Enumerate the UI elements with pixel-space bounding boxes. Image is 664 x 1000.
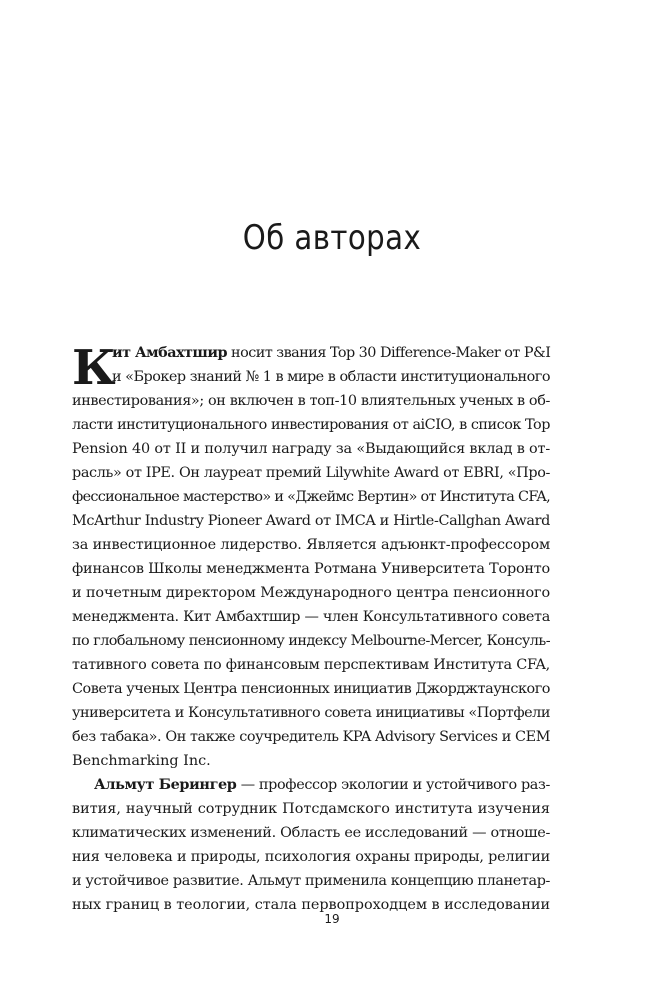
- text-line: менеджмента. Кит Амбахтшир — член Консультативного совета: [72, 609, 551, 625]
- text-line: расль» от IPE. Он лауреат премий Lilywhite Award от EBRI, «Про-: [72, 465, 551, 481]
- drop-cap: К: [72, 340, 116, 396]
- text-line: ит Амбахтшир носит звания Top 30 Difference-Maker от P&I: [112, 344, 551, 361]
- text-line: ния человека и природы, психология охраны природы, религии: [72, 849, 550, 865]
- text-line: ласти институционального инвестирования от aiCIO, в список Top: [72, 417, 550, 433]
- text-line: Совета ученых Центра пенсионных инициатив Джорджтаунского: [72, 681, 551, 697]
- text-line: и почетным директором Международного центра пенсионного: [72, 585, 550, 601]
- text-line: McArthur Industry Pioneer Award от IMCA и Hirtle-Callghan Award: [72, 513, 550, 529]
- text-line: фессиональное мастерство» и «Джеймс Вертин» от Института CFA,: [72, 489, 551, 505]
- page-number: 19: [324, 912, 340, 926]
- text-line: Pension 40 от II и получил награду за «Выдающийся вклад в от-: [72, 441, 551, 457]
- text-line: университета и Консультативного совета инициативы «Портфели: [72, 705, 550, 721]
- authors-text: [72, 341, 550, 917]
- author-name: Альмут Берингер: [94, 776, 237, 793]
- text-line: вития, научный сотрудник Потсдамского института изучения: [72, 801, 550, 817]
- text-line: за инвестиционное лидерство. Является адъюнкт-профессором: [72, 537, 551, 553]
- text-line: тативного совета по финансовым перспективам Института CFA,: [72, 657, 550, 673]
- page-title: Об авторах: [242, 218, 422, 258]
- text-line: Альмут Берингер — профессор экологии и устойчивого раз-: [94, 776, 550, 793]
- text-line: и устойчивое развитие. Альмут применила концепцию планетар-: [72, 873, 551, 889]
- text-line: климатических изменений. Область ее исследований — отноше-: [72, 825, 551, 841]
- text-line: инвестирования»; он включен в топ-10 влиятельных ученых в об-: [72, 393, 550, 409]
- text-line: без табака». Он также соучредитель KPA Advisory Services и CEM: [72, 729, 550, 745]
- text-line: финансов Школы менеджмента Ротмана Университета Торонто: [72, 561, 550, 577]
- text-line: по глобальному пенсионному индексу Melbourne-Mercer, Консуль-: [72, 633, 551, 649]
- text-line: и «Брокер знаний № 1 в мире в области институционального: [112, 369, 550, 385]
- text-line: Benchmarking Inc.: [72, 753, 211, 769]
- text-line: ных границ в теологии, стала первопроходцем в исследовании: [72, 897, 550, 913]
- author-name: ит Амбахтшир: [112, 344, 228, 361]
